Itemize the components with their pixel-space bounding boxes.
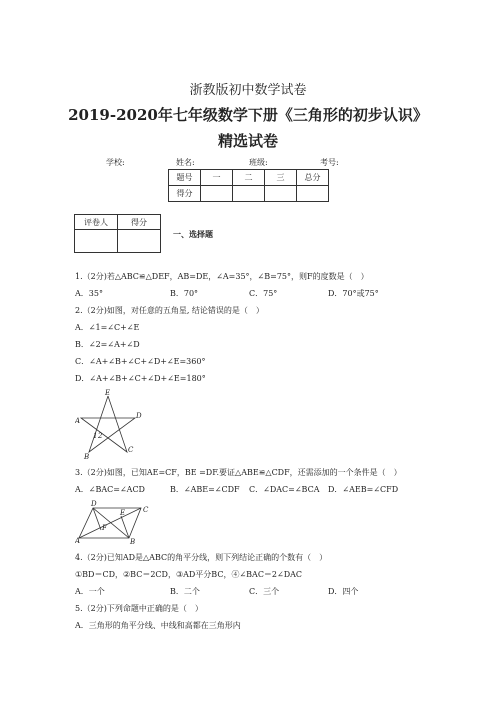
para-label-a: A [75, 537, 81, 544]
star-label-d: D [136, 412, 142, 420]
score-cell [233, 186, 265, 202]
question-5-stem: 5.（2分)下列命题中正确的是（ ） [75, 604, 203, 613]
question-1-option-b: B．70° [170, 289, 199, 298]
question-2-option-c: C．∠A+∠B+∠C+∠D+∠E=360° [75, 357, 206, 366]
question-4-statements: ①BD＝CD，②BC＝2CD，③AD平分BC，④∠BAC＝2∠DAC [75, 570, 303, 579]
grader-header-cell: 评卷人 [75, 215, 118, 230]
score-cell [297, 186, 329, 202]
grader-table [74, 214, 161, 253]
number-label: 考号: [320, 158, 339, 167]
score-cell [201, 186, 233, 202]
question-1-option-c: C．75° [249, 289, 278, 298]
score-row-label: 得分 [169, 186, 201, 202]
class-label: 班级: [249, 158, 268, 167]
para-label-d: D [91, 500, 97, 508]
exam-subtitle: 浙教版初中数学试卷 [189, 83, 307, 98]
question-1-option-a: A．35° [75, 289, 103, 298]
grader-header-cell: 得分 [118, 215, 161, 230]
question-3-option-a: A．∠BAC=∠ACD [75, 485, 145, 494]
para-label-f: F [102, 524, 107, 532]
exam-title-line2: 精选试卷 [217, 132, 278, 150]
star-label-a: A [75, 417, 81, 425]
star-figure [75, 388, 145, 460]
question-5-option-a: A．三角形的角平分线、中线和高都在三角形内 [75, 621, 241, 630]
score-header-cell: 二 [233, 170, 265, 186]
score-table [168, 169, 329, 202]
score-header-cell: 总分 [297, 170, 329, 186]
question-3-stem: 3.（2分)如图，已知AE=CF，BE =DF.要证△ABE≌△CDF，还需添加的一个条件是（ ） [75, 468, 402, 477]
diagonal-ac [79, 508, 141, 538]
name-label: 姓名: [176, 158, 195, 167]
score-header-cell: 三 [265, 170, 297, 186]
score-header-cell: 题号 [169, 170, 201, 186]
star-label-1: 1 [93, 432, 98, 440]
score-cell [265, 186, 297, 202]
question-4-option-c: C．三个 [249, 587, 280, 596]
para-label-c: C [143, 506, 149, 514]
star-label-2: 2 [98, 432, 103, 440]
question-3-option-b: B．∠ABE=∠CDF [170, 485, 240, 494]
para-label-b: B [130, 538, 136, 544]
exam-title: 2019-2020年七年级数学下册《三角形的初步认识》 [68, 106, 428, 124]
question-1-option-d: D．70°或75° [328, 289, 379, 298]
star-label-c: C [128, 446, 134, 454]
school-label: 学校: [106, 158, 125, 167]
question-2-option-d: D．∠A+∠B+∠C+∠D+∠E=180° [75, 374, 206, 383]
grader-cell [118, 230, 161, 253]
question-4-option-d: D．四个 [328, 587, 359, 596]
question-3-option-d: D．∠AEB=∠CFD [328, 485, 399, 494]
para-label-e: E [120, 509, 126, 517]
question-4-option-a: A．一个 [75, 587, 105, 596]
question-3-option-c: C．∠DAC=∠BCA [249, 485, 320, 494]
question-4-option-b: B．二个 [170, 587, 200, 596]
question-1-stem: 1.（2分)若△ABC≌△DEF，AB=DE，∠A=35°，∠B=75°，则F的度数是（ ） [75, 272, 369, 281]
star-label-e: E [105, 389, 111, 397]
star-outline [81, 396, 135, 452]
grader-cell [75, 230, 118, 253]
score-header-cell: 一 [201, 170, 233, 186]
question-2-option-a: A．∠1=∠C+∠E [75, 323, 140, 332]
parallelogram-figure [75, 500, 155, 544]
section-title: 一、选择题 [173, 229, 213, 239]
question-4-stem: 4.（2分)已知AD是△ABC的角平分线，则下列结论正确的个数有（ ） [75, 553, 328, 562]
question-2-option-b: B．∠2=∠A+∠D [75, 340, 140, 349]
question-2-stem: 2.（2分)如图，对任意的五角星, 结论错误的是（ ） [75, 306, 264, 315]
star-label-b: B [84, 453, 90, 460]
